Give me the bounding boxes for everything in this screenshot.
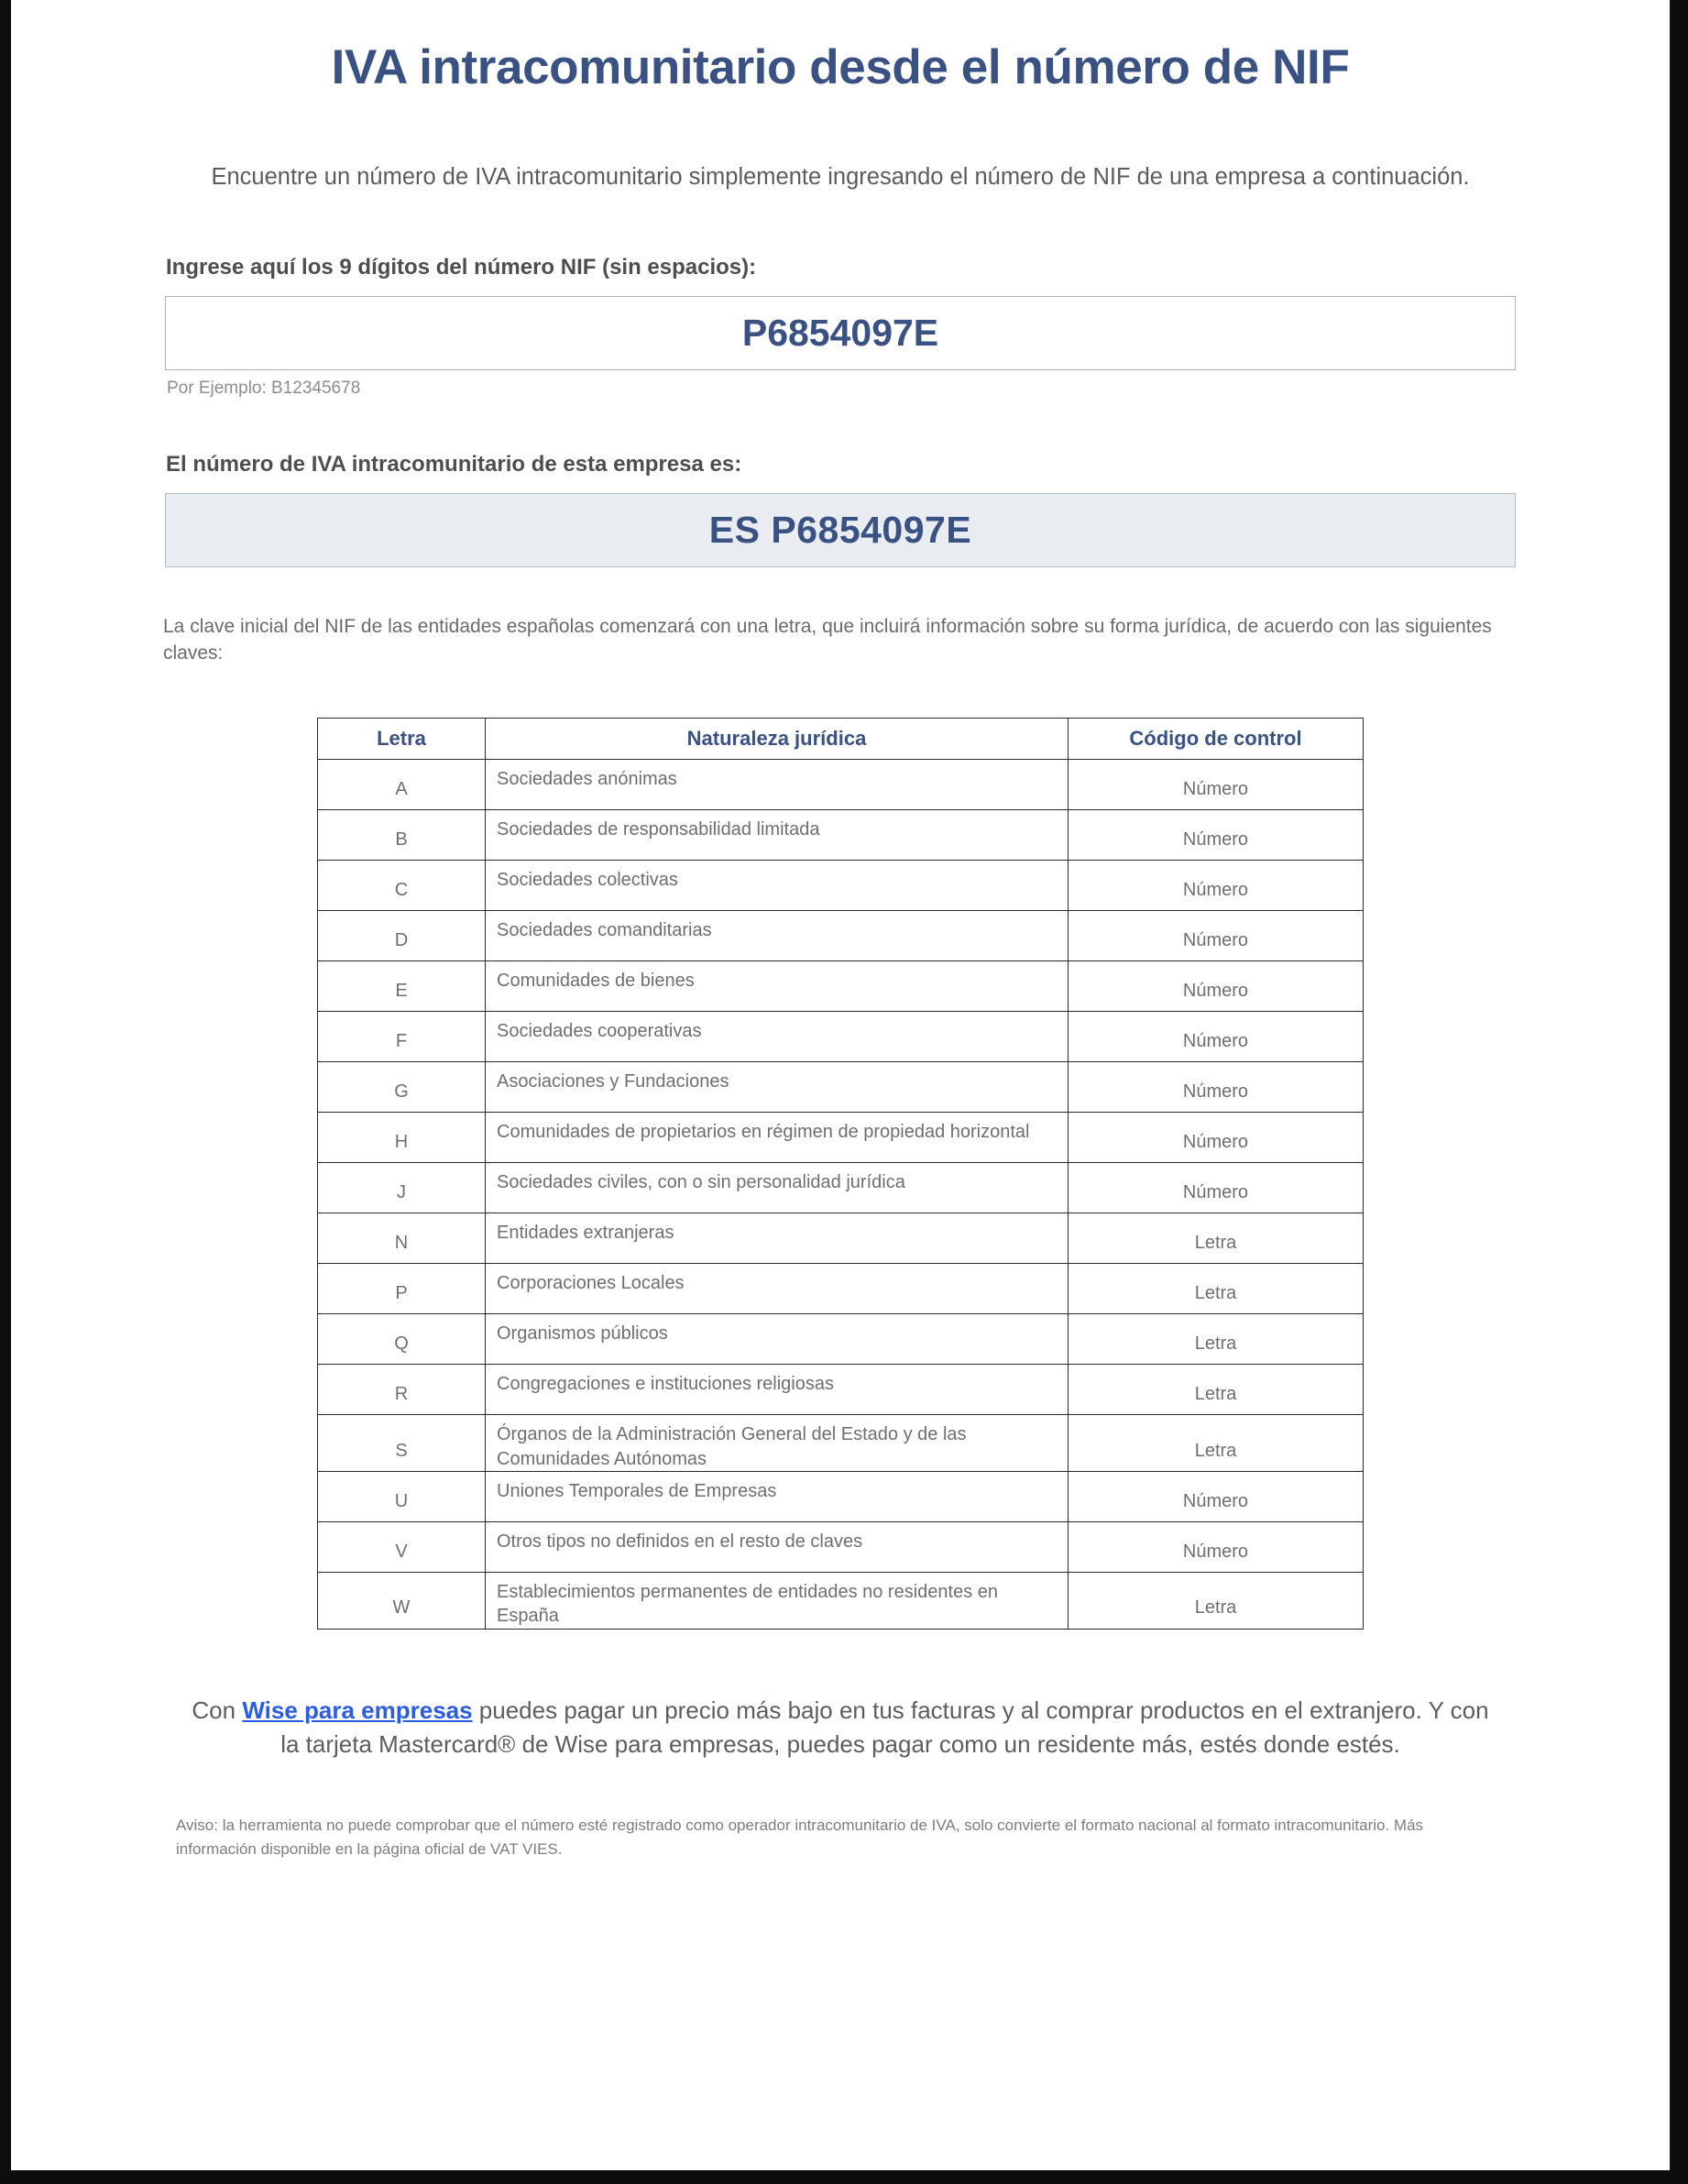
cell-naturaleza: Uniones Temporales de Empresas bbox=[486, 1471, 1069, 1521]
table-row bbox=[318, 1113, 1364, 1163]
cell-letra: J bbox=[318, 1163, 486, 1213]
table-row bbox=[318, 961, 1364, 1012]
cell-letra: D bbox=[318, 911, 486, 961]
table-row bbox=[318, 1264, 1364, 1314]
cell-letra: E bbox=[318, 961, 486, 1012]
nif-input-hint: Por Ejemplo: B12345678 bbox=[167, 378, 361, 398]
cell-codigo: Número bbox=[1069, 1113, 1364, 1163]
table-row bbox=[318, 1012, 1364, 1062]
nif-letters-table bbox=[317, 718, 1364, 1630]
cell-naturaleza: Sociedades civiles, con o sin personalidad jurídica bbox=[486, 1163, 1069, 1213]
cell-codigo: Letra bbox=[1069, 1365, 1364, 1415]
cell-letra: P bbox=[318, 1264, 486, 1314]
promo-text-before: Con bbox=[192, 1696, 243, 1724]
table-row bbox=[318, 1213, 1364, 1264]
cell-letra: R bbox=[318, 1365, 486, 1415]
cell-codigo: Número bbox=[1069, 810, 1364, 861]
cell-letra: G bbox=[318, 1062, 486, 1113]
cell-letra: C bbox=[318, 861, 486, 911]
vat-result-value: ES P6854097E bbox=[165, 493, 1516, 567]
cell-letra: A bbox=[318, 760, 486, 810]
cell-codigo: Número bbox=[1069, 961, 1364, 1012]
column-header-codigo: Código de control bbox=[1069, 719, 1364, 760]
explanation-paragraph: La clave inicial del NIF de las entidades españolas comenzará con una letra, que incluirá información sobre su forma jurídica, de acuerdo con las siguientes claves: bbox=[163, 615, 1492, 664]
cell-naturaleza: Otros tipos no definidos en el resto de claves bbox=[486, 1521, 1069, 1572]
table-row bbox=[318, 1471, 1364, 1521]
table-body bbox=[318, 760, 1364, 1630]
cell-naturaleza: Entidades extranjeras bbox=[486, 1213, 1069, 1264]
disclaimer-text: Aviso: la herramienta no puede comprobar que el número esté registrado como operador intracomunitario de IVA, solo convierte el formato nacional al formato intracomunitario. Más información disponible en la página oficial de VAT VIES. bbox=[176, 1816, 1424, 1858]
cell-codigo: Número bbox=[1069, 1521, 1364, 1572]
cell-letra: V bbox=[318, 1521, 486, 1572]
cell-codigo: Número bbox=[1069, 861, 1364, 911]
cell-naturaleza: Comunidades de bienes bbox=[486, 961, 1069, 1012]
vat-result-label: El número de IVA intracomunitario de esta empresa es: bbox=[166, 451, 742, 477]
cell-naturaleza: Organismos públicos bbox=[486, 1314, 1069, 1365]
promo-text-after: puedes pagar un precio más bajo en tus facturas y al comprar productos en el extranjero. Y con la tarjeta Mastercard® de Wise para empresas, puedes pagar como un residente más, estés donde estés. bbox=[280, 1696, 1489, 1759]
promo-paragraph bbox=[190, 1630, 1491, 1762]
table-row bbox=[318, 861, 1364, 911]
cell-naturaleza: Establecimientos permanentes de entidades no residentes en España bbox=[486, 1572, 1069, 1629]
cell-letra: F bbox=[318, 1012, 486, 1062]
cell-naturaleza: Sociedades anónimas bbox=[486, 760, 1069, 810]
nif-letters-table-wrap bbox=[163, 667, 1518, 1630]
table-header-row bbox=[318, 719, 1364, 760]
nif-input-label: Ingrese aquí los 9 dígitos del número NIF (sin espacios): bbox=[166, 254, 757, 280]
table-row bbox=[318, 1314, 1364, 1365]
cell-naturaleza: Asociaciones y Fundaciones bbox=[486, 1062, 1069, 1113]
cell-naturaleza: Comunidades de propietarios en régimen de propiedad horizontal bbox=[486, 1113, 1069, 1163]
cell-letra: Q bbox=[318, 1314, 486, 1365]
wise-business-link[interactable]: Wise para empresas bbox=[242, 1696, 473, 1724]
cell-codigo: Número bbox=[1069, 1062, 1364, 1113]
cell-codigo: Número bbox=[1069, 1012, 1364, 1062]
cell-codigo: Número bbox=[1069, 1471, 1364, 1521]
cell-letra: U bbox=[318, 1471, 486, 1521]
cell-letra: S bbox=[318, 1415, 486, 1472]
table-head bbox=[318, 719, 1364, 760]
cell-letra: W bbox=[318, 1572, 486, 1629]
cell-naturaleza: Sociedades de responsabilidad limitada bbox=[486, 810, 1069, 861]
cell-naturaleza: Sociedades cooperativas bbox=[486, 1012, 1069, 1062]
cell-codigo: Letra bbox=[1069, 1213, 1364, 1264]
cell-naturaleza: Sociedades comanditarias bbox=[486, 911, 1069, 961]
cell-naturaleza: Corporaciones Locales bbox=[486, 1264, 1069, 1314]
cell-naturaleza: Congregaciones e instituciones religiosas bbox=[486, 1365, 1069, 1415]
cell-letra: H bbox=[318, 1113, 486, 1163]
table-row bbox=[318, 911, 1364, 961]
cell-codigo: Número bbox=[1069, 760, 1364, 810]
column-header-naturaleza: Naturaleza jurídica bbox=[486, 719, 1069, 760]
table-row bbox=[318, 1062, 1364, 1113]
table-row bbox=[318, 760, 1364, 810]
table-row bbox=[318, 1163, 1364, 1213]
cell-codigo: Número bbox=[1069, 1163, 1364, 1213]
table-row bbox=[318, 810, 1364, 861]
intro-paragraph: Encuentre un número de IVA intracomunitario simplemente ingresando el número de NIF de una empresa a continuación. bbox=[211, 164, 1470, 191]
column-header-letra: Letra bbox=[318, 719, 486, 760]
cell-letra: N bbox=[318, 1213, 486, 1264]
page-content bbox=[11, 0, 1670, 1860]
cell-codigo: Letra bbox=[1069, 1415, 1364, 1472]
cell-codigo: Letra bbox=[1069, 1314, 1364, 1365]
cell-naturaleza: Sociedades colectivas bbox=[486, 861, 1069, 911]
page-title: IVA intracomunitario desde el número de NIF bbox=[331, 40, 1350, 94]
table-row bbox=[318, 1365, 1364, 1415]
table-row bbox=[318, 1415, 1364, 1472]
nif-input[interactable] bbox=[165, 296, 1516, 370]
table-row bbox=[318, 1572, 1364, 1629]
nif-form bbox=[165, 194, 1516, 567]
page-sheet bbox=[11, 0, 1670, 2170]
cell-codigo: Letra bbox=[1069, 1572, 1364, 1629]
table-row bbox=[318, 1521, 1364, 1572]
cell-codigo: Letra bbox=[1069, 1264, 1364, 1314]
cell-codigo: Número bbox=[1069, 911, 1364, 961]
cell-letra: B bbox=[318, 810, 486, 861]
cell-naturaleza: Órganos de la Administración General del Estado y de las Comunidades Autónomas bbox=[486, 1415, 1069, 1472]
